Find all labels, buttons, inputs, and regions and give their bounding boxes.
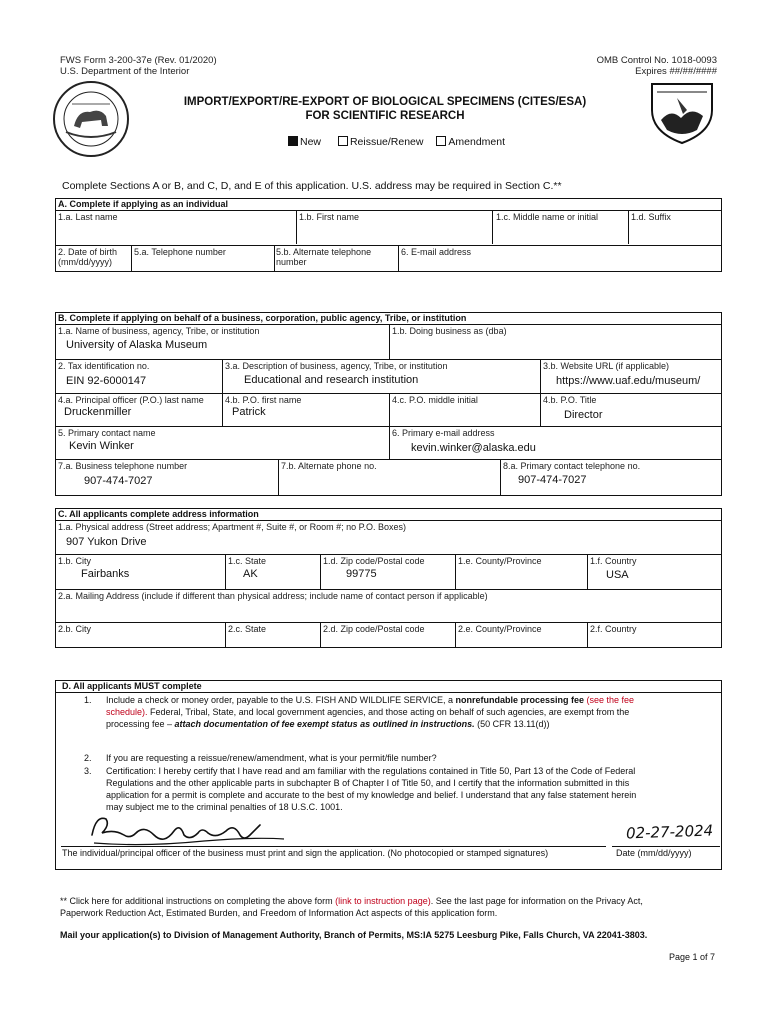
middle-name-field[interactable]: 1.c. Middle name or initial [496,212,599,222]
po-first-field[interactable]: Patrick [232,406,266,418]
physical-address-field[interactable]: 907 Yukon Drive [66,536,147,548]
state-label: 1.c. State [228,556,267,566]
business-name-label: 1.a. Name of business, agency, Tribe, or institution [58,326,260,336]
instruction-link[interactable]: (link to instruction page) [335,896,431,906]
certification-line3: application for a permit is complete and accurate to the best of my knowledge and belief. I understand that any false statement herein [106,790,637,800]
country-field[interactable]: USA [606,569,629,581]
po-first-label: 4.b. P.O. first name [225,395,302,405]
form-number: FWS Form 3-200-37e (Rev. 01/2020) [60,55,217,66]
tax-id-label: 2. Tax identification no. [58,361,150,371]
section-c-heading: C. All applicants complete address information [58,509,259,519]
alt-telephone-label-cont: number [276,257,307,267]
alt-telephone-field[interactable]: 5.b. Alternate telephone [276,247,372,257]
physical-address-label: 1.a. Physical address (Street address; Apartment #, Suite #, or Room #; no P.O. Boxes) [58,522,407,532]
website-label: 3.b. Website URL (if applicable) [543,361,670,371]
mail-city-field[interactable]: 2.b. City [58,624,92,634]
expires: Expires ##/##/#### [635,66,717,77]
section-c [55,508,722,648]
new-checkbox-checked[interactable] [288,136,298,146]
mail-zip-field[interactable]: 2.d. Zip code/Postal code [323,624,425,634]
contact-phone-label: 8.a. Primary contact telephone no. [503,461,641,471]
omb-control: OMB Control No. 1018-0093 [596,55,717,66]
reissue-option[interactable]: Reissue/Renew [338,136,424,148]
telephone-field[interactable]: 5.a. Telephone number [134,247,226,257]
contact-name-field[interactable]: Kevin Winker [69,440,134,452]
page-number: Page 1 of 7 [668,952,715,962]
section-a-heading: A. Complete if applying as an individual [58,199,229,209]
section-d-heading: D. All applicants MUST complete [62,681,202,691]
country-label: 1.f. Country [590,556,637,566]
amendment-checkbox[interactable] [436,136,446,146]
application-type [288,136,505,148]
signature-date[interactable]: 02-27-2024 [625,821,714,843]
mailing-instructions: Mail your application(s) to Division of Management Authority, Branch of Permits, MS:IA 5275 Leesburg Pike, Falls Church, VA 22041-3803. [60,930,648,940]
city-field[interactable]: Fairbanks [81,568,130,580]
website-field[interactable]: https://www.uaf.edu/museum/ [556,375,701,387]
item1-line2: schedule). Federal, Tribal, State, and local government agencies, and those acting on behalf of such agencies, are exempt from the [106,707,630,717]
form-title-line1: IMPORT/EXPORT/RE-EXPORT OF BIOLOGICAL SPECIMENS (CITES/ESA) [183,96,587,108]
footer-note-line2: Paperwork Reduction Act, Estimated Burden, and Freedom of Information Act aspects of this application form. [60,908,498,918]
last-name-field[interactable]: 1.a. Last name [58,212,118,222]
new-option[interactable]: New [288,136,321,148]
tax-id-field[interactable]: EIN 92-6000147 [66,375,147,387]
mailing-address-field[interactable]: 2.a. Mailing Address (include if different than physical address; include name of contact person if applicable) [58,591,488,601]
po-title-label: 4.b. P.O. Title [543,395,597,405]
certification-line1: Certification: I hereby certify that I have read and am familiar with the regulations contained in Title 50, Part 13 of the Code of Federal [106,766,636,776]
signature-caption: The individual/principal officer of the business must print and sign the application. (No photocopied or stamped signatures) [62,848,549,858]
contact-phone-field[interactable]: 907-474-7027 [518,474,587,486]
section-b [55,312,722,496]
mail-country-field[interactable]: 2.f. Country [590,624,637,634]
dba-field[interactable]: 1.b. Doing business as (dba) [392,326,507,336]
instructions: Complete Sections A or B, and C, D, and E of this application. U.S. address may be required in Section C.** [62,180,562,192]
section-a [55,198,722,272]
po-last-label: 4.a. Principal officer (P.O.) last name [58,395,204,405]
alt-phone-field[interactable]: 7.b. Alternate phone no. [281,461,377,471]
department: U.S. Department of the Interior [60,66,190,77]
zip-label: 1.d. Zip code/Postal code [323,556,425,566]
first-name-field[interactable]: 1.b. First name [299,212,360,222]
business-phone-field[interactable]: 907-474-7027 [84,475,153,487]
contact-email-label: 6. Primary e-mail address [392,428,495,438]
section-b-heading: B. Complete if applying on behalf of a business, corporation, public agency, Tribe, or institution [58,313,467,323]
item1-number: 1. [84,695,92,705]
certification-line4: may subject me to the criminal penalties of 18 U.S.C. 1001. [106,802,343,812]
business-phone-label: 7.a. Business telephone number [58,461,188,471]
footer-note-line1: ** Click here for additional instructions on completing the above form (link to instruction page). See the last page for information on the Privacy Act, [60,896,643,906]
item3-number: 3. [84,766,92,776]
suffix-field[interactable]: 1.d. Suffix [631,212,671,222]
county-field[interactable]: 1.e. County/Province [458,556,542,566]
email-field[interactable]: 6. E-mail address [401,247,472,257]
po-middle-field[interactable]: 4.c. P.O. middle initial [392,395,478,405]
zip-field[interactable]: 99775 [346,568,377,580]
contact-email-field[interactable]: kevin.winker@alaska.edu [411,442,536,454]
description-label: 3.a. Description of business, agency, Tribe, or institution [225,361,448,371]
item1-line3: processing fee – attach documentation of fee exempt status as outlined in instructions. (50 CFR 13.11(d)) [106,719,550,729]
city-label: 1.b. City [58,556,92,566]
fee-schedule-link[interactable]: schedule). [106,707,148,717]
item2-number: 2. [84,753,92,763]
reissue-checkbox[interactable] [338,136,348,146]
section-d [55,680,722,870]
description-field[interactable]: Educational and research institution [244,374,419,386]
date-caption: Date (mm/dd/yyyy) [616,848,692,858]
form-title-line2: FOR SCIENTIFIC RESEARCH [305,110,465,122]
po-title-field[interactable]: Director [564,409,603,421]
certification-line2: Regulations and the other applicable parts in subchapter B of Chapter I of Title 50, and I certify that the information submitted in this [106,778,630,788]
mail-county-field[interactable]: 2.e. County/Province [458,624,542,634]
po-last-field[interactable]: Druckenmiller [64,406,132,418]
item2-text: If you are requesting a reissue/renew/amendment, what is your permit/file number? [106,753,437,763]
state-field[interactable]: AK [243,568,258,580]
dob-field[interactable]: 2. Date of birth [58,247,118,257]
amendment-option[interactable]: Amendment [436,136,505,148]
dob-format: (mm/dd/yyyy) [58,257,112,267]
mail-state-field[interactable]: 2.c. State [228,624,267,634]
item1-line1: Include a check or money order, payable to the U.S. FISH AND WILDLIFE SERVICE, a nonrefundable processing fee (see the fee [106,695,635,705]
contact-name-label: 5. Primary contact name [58,428,156,438]
business-name-field[interactable]: University of Alaska Museum [66,339,208,351]
